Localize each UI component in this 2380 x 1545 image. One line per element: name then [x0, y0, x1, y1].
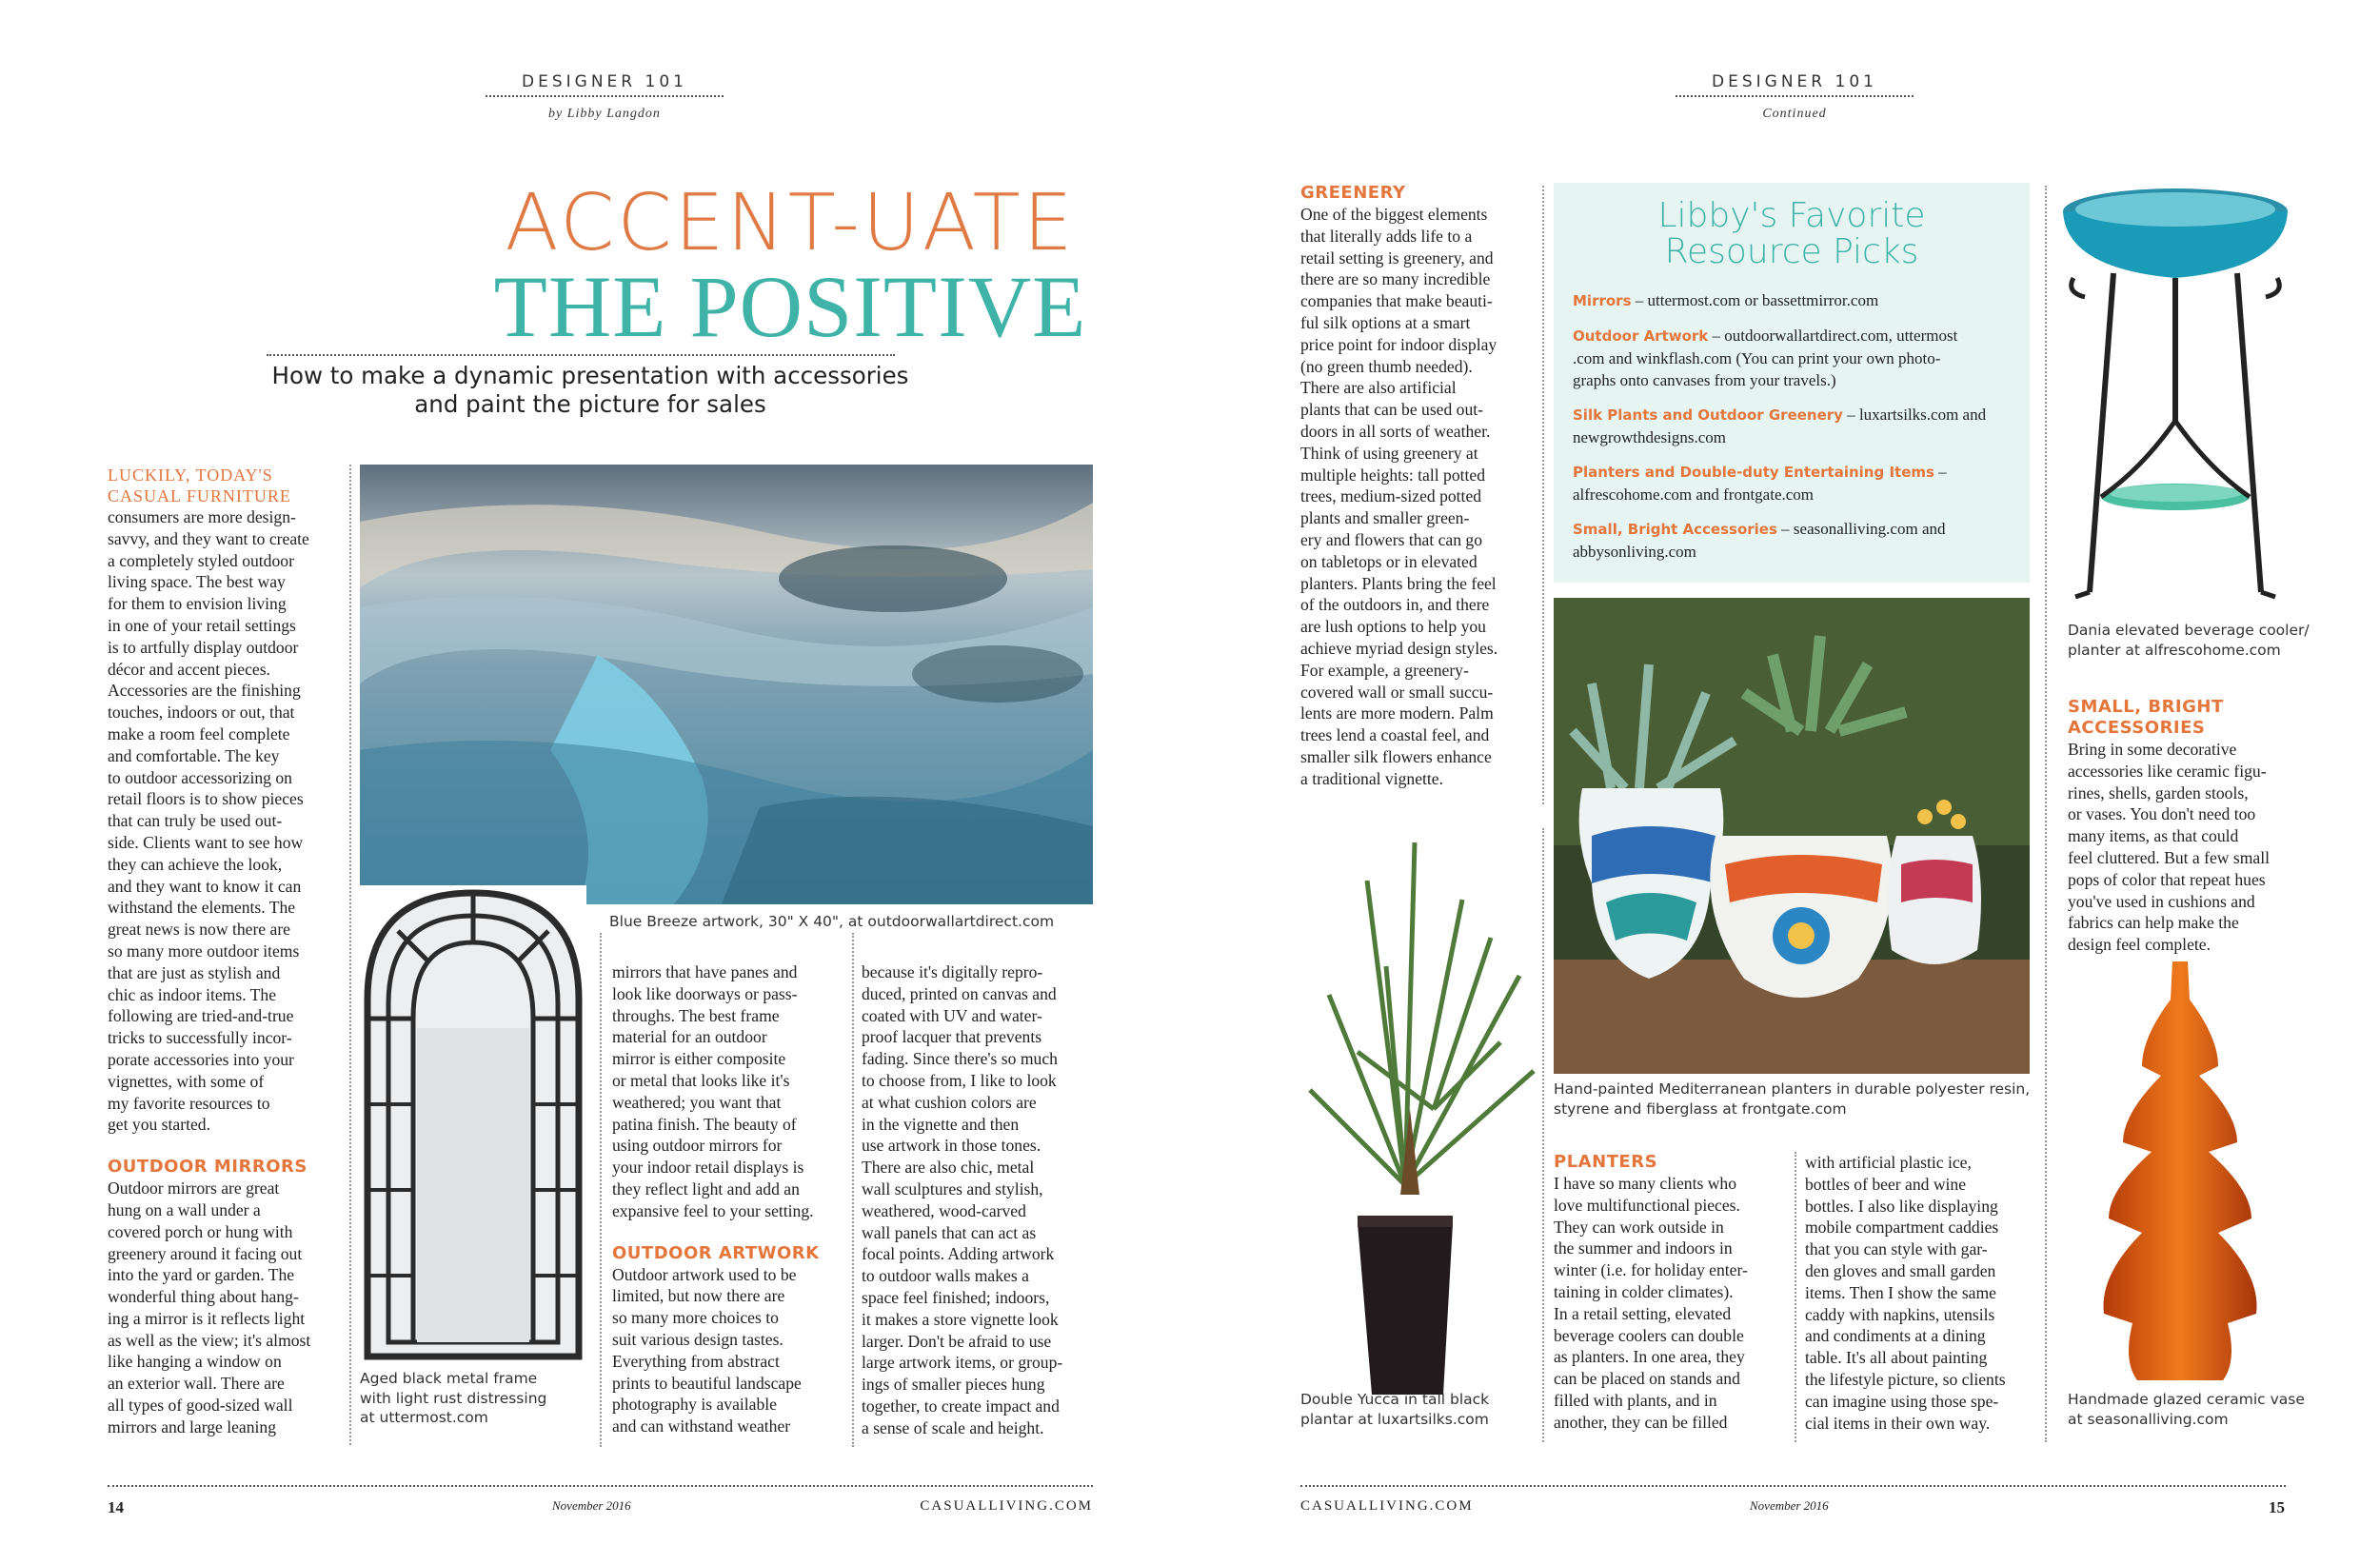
body-line: or vases. You don't need too: [2068, 804, 2256, 824]
left-folio-date: November 2016: [552, 1498, 631, 1513]
resource-pick-text: – uttermost.com or bassettmirror.com: [1631, 291, 1879, 309]
mediterranean-planters-image: [1554, 598, 2030, 1074]
body-line: as planters. In one area, they: [1554, 1347, 1745, 1367]
body-line: weathered; you want that: [612, 1092, 782, 1112]
body-line: table. It's all about painting: [1805, 1348, 1988, 1368]
planters-illustration: [1554, 598, 2030, 1074]
resource-pick-label: Outdoor Artwork: [1573, 327, 1709, 345]
double-yucca-image: [1300, 823, 1538, 1395]
body-line: the lifestyle picture, so clients: [1805, 1369, 2006, 1389]
caption-vase: [2068, 1390, 2315, 1429]
right-col2-body: [1805, 1152, 2053, 1434]
body-line: Outdoor artwork used to be: [612, 1264, 797, 1284]
body-line: great news is now there are: [108, 920, 290, 940]
ceramic-vase-image: [2094, 961, 2266, 1380]
body-line: ings of smaller pieces hung: [862, 1375, 1045, 1395]
resource-pick-label: Silk Plants and Outdoor Greenery: [1573, 406, 1843, 424]
body-line: weathered, wood-carved: [862, 1200, 1026, 1220]
body-line: lents are more modern. Palm: [1300, 703, 1494, 723]
body-line: look like doorways or pass-: [612, 983, 798, 1003]
caption-planters: [1554, 1080, 2049, 1119]
body-line: at what cushion colors are: [862, 1092, 1037, 1112]
body-line: items. Then I show the same: [1805, 1282, 1996, 1302]
body-line: chic as indoor items. The: [108, 984, 277, 1004]
body-line: filled with plants, and in: [1554, 1390, 1717, 1410]
right-column-divider-3: [1795, 1152, 1796, 1442]
body-line: coated with UV and water-: [862, 1005, 1042, 1025]
intro-column: [108, 465, 346, 1438]
arched-mirror-image: [360, 885, 586, 1361]
body-line: a traditional vignette.: [1300, 768, 1443, 788]
body-line: a completely styled outdoor: [108, 550, 294, 570]
body-line: For example, a greenery-: [1300, 660, 1469, 680]
greenery-heading: GREENERY: [1300, 183, 1406, 203]
body-line: you've used in cushions and: [2068, 891, 2255, 911]
body-line: to outdoor walls makes a: [862, 1266, 1029, 1286]
body-line: large artwork items, or group-: [862, 1353, 1063, 1373]
caption-yucca-line: Double Yucca in tall black: [1300, 1391, 1490, 1408]
body-line: they reflect light and add an: [612, 1179, 800, 1198]
blue-breeze-artwork-image: [360, 465, 1093, 904]
resource-pick-line: [1573, 404, 2011, 426]
body-line: ful silk options at a smart: [1300, 312, 1471, 332]
caption-cooler-line: Dania elevated beverage cooler/: [2068, 622, 2310, 639]
body-line: of the outdoors in, and there: [1300, 595, 1490, 615]
left-column-divider: [349, 465, 351, 1445]
right-kicker: DESIGNER 101: [1712, 72, 1877, 91]
caption-mirror-line: at uttermost.com: [360, 1409, 488, 1426]
body-line: get you started.: [108, 1115, 210, 1135]
body-line: vignettes, with some of: [108, 1071, 265, 1091]
planters-column: [1554, 1152, 1801, 1434]
body-line: focal points. Adding artwork: [862, 1244, 1055, 1264]
body-line: retail floors is to show pieces: [108, 789, 304, 809]
right-page-number: 15: [2269, 1498, 2285, 1516]
resource-pick-line: [1573, 484, 2011, 505]
body-line: space feel finished; indoors,: [862, 1287, 1050, 1307]
left-page-number: 14: [108, 1498, 124, 1516]
intro-heading-line2: CASUAL FURNITURE: [108, 486, 291, 505]
body-line: In a retail setting, elevated: [1554, 1303, 1732, 1323]
resource-pick-text: newgrowthdesigns.com: [1573, 428, 1727, 446]
resource-picks-title-line2: Resource Picks: [1664, 232, 1919, 271]
body-line: because it's digitally repro-: [862, 962, 1043, 981]
body-line: fabrics can help make the: [2068, 913, 2239, 933]
right-byline: Continued: [1762, 107, 1827, 121]
body-line: can imagine using those spe-: [1805, 1391, 1999, 1411]
body-line: so many more choices to: [612, 1308, 779, 1328]
left-column-3: [862, 961, 1100, 1439]
body-line: wall sculptures and stylish,: [862, 1179, 1043, 1198]
title-line1: ACCENT-UATE: [505, 178, 1076, 268]
body-line: duced, printed on canvas and: [862, 983, 1057, 1003]
body-line: that literally adds life to a: [1300, 226, 1473, 246]
caption-cooler-line: planter at alfrescohome.com: [2068, 641, 2281, 659]
small-accessories-heading: [2068, 697, 2315, 739]
caption-cooler: [2068, 621, 2315, 660]
body-line: I have so many clients who: [1554, 1174, 1737, 1193]
body-line: withstand the elements. The: [108, 898, 296, 918]
resource-pick-line: [1573, 325, 2011, 347]
intro-heading: [108, 465, 346, 506]
title-rule: [267, 354, 895, 356]
body-line: doors in all sorts of weather.: [1300, 421, 1491, 441]
body-line: as well as the view; it's almost: [108, 1330, 311, 1350]
left-folio-site: CASUALLIVING.COM: [920, 1498, 1093, 1514]
body-line: Everything from abstract: [612, 1351, 780, 1371]
body-line: (no green thumb needed).: [1300, 356, 1473, 376]
resource-pick-text: – luxartsilks.com and: [1842, 406, 1987, 424]
body-line: smaller silk flowers enhance: [1300, 746, 1492, 766]
resource-pick-line: [1573, 541, 2011, 563]
body-line: design feel complete.: [2068, 935, 2211, 955]
body-line: feel cluttered. But a few small: [2068, 847, 2271, 867]
body-line: ery and flowers that can go: [1300, 529, 1483, 549]
body-line: my favorite resources to: [108, 1093, 270, 1113]
body-line: They can work outside in: [1554, 1217, 1724, 1237]
body-line: Outdoor mirrors are great: [108, 1179, 280, 1198]
body-line: for them to envision living: [108, 594, 287, 614]
body-line: caddy with napkins, utensils: [1805, 1304, 1995, 1324]
body-line: that are just as stylish and: [108, 962, 281, 982]
body-line: or metal that looks like it's: [612, 1070, 790, 1090]
mirror-illustration: [360, 885, 586, 1361]
mirrors-heading: OUTDOOR MIRRORS: [108, 1157, 307, 1178]
body-line: the summer and indoors in: [1554, 1238, 1733, 1258]
body-line: there are so many incredible: [1300, 269, 1491, 289]
body-line: and can withstand weather: [612, 1416, 791, 1436]
body-line: savvy, and they want to create: [108, 528, 309, 548]
body-line: plants and smaller green-: [1300, 508, 1470, 528]
right-folio-site: CASUALLIVING.COM: [1300, 1498, 1474, 1514]
planters-body: [1554, 1173, 1801, 1434]
resource-pick-text: – outdoorwallartdirect.com, uttermost: [1708, 327, 1958, 345]
greenery-body: [1300, 204, 1548, 790]
left-col2-body: [612, 961, 850, 1222]
body-line: like hanging a window on: [108, 1352, 282, 1372]
body-line: achieve myriad design styles.: [1300, 638, 1498, 658]
resource-pick-line: [1573, 518, 2011, 541]
small-accessories-body: [2068, 739, 2315, 956]
body-line: together, to create impact and: [862, 1396, 1060, 1416]
body-line: and comfortable. The key: [108, 745, 280, 765]
body-line: all types of good-sized wall: [108, 1396, 293, 1416]
small-accessories-column: [2068, 697, 2315, 956]
body-line: retail setting is greenery, and: [1300, 248, 1494, 267]
body-line: use artwork in those tones.: [862, 1136, 1041, 1156]
right-kicker-rule: [1676, 95, 1914, 97]
body-line: mobile compartment caddies: [1805, 1218, 1999, 1238]
resource-picks-list: [1554, 270, 2030, 563]
left-kicker-rule: [486, 95, 724, 97]
body-line: accessories like ceramic figu-: [2068, 761, 2267, 781]
body-line: your indoor retail displays is: [612, 1158, 804, 1178]
title-line2: THE POSITIVE: [493, 258, 1087, 355]
left-kicker: DESIGNER 101: [522, 72, 687, 91]
resource-pick-label: Mirrors: [1573, 292, 1632, 309]
body-line: is to artfully display outdoor: [108, 637, 299, 657]
caption-mirror-line: Aged black metal frame: [360, 1370, 538, 1387]
resource-picks-title-line1: Libby's Favorite: [1657, 196, 1926, 235]
resource-pick: [1573, 289, 2011, 312]
right-column-2: [1805, 1152, 2053, 1434]
resource-pick-text: graphs onto canvases from your travels.): [1573, 371, 1836, 389]
body-line: love multifunctional pieces.: [1554, 1195, 1740, 1215]
body-line: that you can style with gar-: [1805, 1239, 1988, 1259]
vase-illustration: [2094, 961, 2266, 1380]
body-line: and they want to know it can: [108, 876, 302, 896]
body-line: covered porch or hung with: [108, 1221, 293, 1241]
body-line: mirrors that have panes and: [612, 962, 798, 981]
caption-yucca: [1300, 1390, 1538, 1429]
resource-pick-text: abbysonliving.com: [1573, 543, 1696, 561]
body-line: One of the biggest elements: [1300, 205, 1488, 224]
caption-mirror-line: with light rust distressing: [360, 1389, 547, 1407]
body-line: mirrors and large leaning: [108, 1416, 277, 1436]
body-line: There are also chic, metal: [862, 1158, 1035, 1178]
body-line: mirror is either composite: [612, 1049, 786, 1069]
body-line: it makes a store vignette look: [862, 1309, 1059, 1329]
resource-pick-label: Small, Bright Accessories: [1573, 521, 1777, 538]
left-footer-rule: [108, 1485, 1093, 1487]
cooler-illustration: [2047, 183, 2304, 602]
body-line: prints to beautiful landscape: [612, 1373, 802, 1393]
small-accessories-heading-line1: SMALL, BRIGHT: [2068, 697, 2224, 717]
left-column-2: [612, 961, 850, 1437]
body-line: hung on a wall under a: [108, 1199, 261, 1219]
right-column-divider-2: [1542, 828, 1544, 1442]
body-line: Think of using greenery at: [1300, 443, 1478, 463]
resource-pick-line: [1573, 369, 2011, 391]
body-line: material for an outdoor: [612, 1027, 767, 1047]
resource-pick-text: –: [1934, 463, 1947, 481]
caption-planters-line: styrene and fiberglass at frontgate.com: [1554, 1099, 1847, 1118]
right-folio-date: November 2016: [1750, 1498, 1829, 1513]
body-line: that can truly be used out-: [108, 811, 283, 831]
left-byline: by Libby Langdon: [548, 107, 661, 121]
right-column-divider-4: [2045, 186, 2047, 1442]
body-line: multiple heights: tall potted: [1300, 465, 1485, 485]
artwork-illustration: [360, 465, 1093, 904]
body-line: side. Clients want to see how: [108, 832, 304, 852]
greenery-column: [1300, 183, 1548, 790]
body-line: pops of color that repeat hues: [2068, 869, 2266, 889]
body-line: patina finish. The beauty of: [612, 1114, 797, 1134]
resource-pick-label: Planters and Double-duty Entertaining Items: [1573, 464, 1934, 481]
body-line: cial items in their own way.: [1805, 1413, 1991, 1433]
resource-pick: [1573, 518, 2011, 563]
resource-pick-line: [1573, 461, 2011, 484]
caption-vase-line: Handmade glazed ceramic vase: [2068, 1391, 2305, 1408]
body-line: There are also artificial: [1300, 378, 1457, 398]
caption-vase-line: at seasonalliving.com: [2068, 1410, 2229, 1428]
body-line: tricks to successfully incor-: [108, 1028, 292, 1048]
right-footer-rule: [1300, 1485, 2286, 1487]
body-line: covered wall or small succu-: [1300, 682, 1494, 702]
body-line: in one of your retail settings: [108, 615, 296, 635]
resource-pick-text: – seasonalliving.com and: [1776, 520, 1946, 538]
artwork-heading: OUTDOOR ARTWORK: [612, 1242, 820, 1263]
body-line: touches, indoors or out, that: [108, 703, 295, 723]
body-line: to outdoor accessorizing on: [108, 767, 292, 787]
subtitle-line1: How to make a dynamic presentation with accessories: [271, 362, 909, 389]
body-line: using outdoor mirrors for: [612, 1136, 783, 1156]
body-line: winter (i.e. for holiday enter-: [1554, 1260, 1748, 1280]
body-line: taining in colder climates).: [1554, 1281, 1734, 1301]
body-line: fading. Since there's so much: [862, 1049, 1058, 1069]
body-line: proof lacquer that prevents: [862, 1027, 1042, 1047]
body-line: price point for indoor display: [1300, 334, 1497, 354]
resource-pick-text: alfrescohome.com and frontgate.com: [1573, 485, 1815, 504]
left-col3-body: [862, 961, 1100, 1439]
body-line: beverage coolers can double: [1554, 1325, 1744, 1345]
left-column-divider-2: [600, 933, 602, 1447]
body-line: companies that make beauti-: [1300, 291, 1493, 311]
body-line: can be placed on stands and: [1554, 1369, 1740, 1389]
resource-pick-text: .com and winkflash.com (You can print your own photo-: [1573, 349, 1941, 367]
body-line: with artificial plastic ice,: [1805, 1153, 1972, 1172]
body-line: bottles of beer and wine: [1805, 1174, 1967, 1194]
right-column-divider: [1542, 186, 1544, 804]
caption-mirror: [360, 1369, 598, 1428]
body-line: another, they can be filled: [1554, 1412, 1728, 1432]
intro-heading-line1: LUCKILY, TODAY'S: [108, 465, 273, 485]
body-line: planters. Plants bring the feel: [1300, 573, 1497, 593]
resource-picks-title: [1554, 198, 2030, 270]
resource-pick: [1573, 404, 2011, 448]
body-line: rines, shells, garden stools,: [2068, 782, 2249, 802]
resource-pick-line: [1573, 347, 2011, 369]
subtitle: [190, 362, 990, 419]
body-line: Accessories are the finishing: [108, 681, 301, 701]
body-line: trees lend a coastal feel, and: [1300, 725, 1490, 745]
resource-pick: [1573, 461, 2011, 505]
body-line: plants that can be used out-: [1300, 400, 1484, 420]
body-line: consumers are more design-: [108, 507, 296, 526]
body-line: to choose from, I like to look: [862, 1070, 1057, 1090]
artwork-body: [612, 1264, 850, 1437]
body-line: throughs. The best frame: [612, 1005, 780, 1025]
body-line: décor and accent pieces.: [108, 659, 270, 679]
intro-body: [108, 506, 346, 1136]
body-line: expansive feel to your setting.: [612, 1200, 814, 1220]
body-line: trees, medium-sized potted: [1300, 486, 1482, 506]
left-column-divider-3: [852, 933, 854, 1447]
body-line: porate accessories into your: [108, 1049, 294, 1069]
caption-yucca-line: plantar at luxartsilks.com: [1300, 1410, 1489, 1428]
body-line: make a room feel complete: [108, 723, 290, 743]
body-line: wonderful thing about hang-: [108, 1287, 299, 1307]
resource-pick: [1573, 325, 2011, 391]
body-line: on tabletops or in elevated: [1300, 551, 1478, 571]
body-line: larger. Don't be afraid to use: [862, 1331, 1052, 1351]
body-line: are lush options to help you: [1300, 617, 1486, 637]
body-line: bottles. I also like displaying: [1805, 1196, 1998, 1216]
subtitle-line2: and paint the picture for sales: [414, 390, 766, 418]
body-line: a sense of scale and height.: [862, 1417, 1044, 1437]
yucca-illustration: [1300, 823, 1538, 1395]
body-line: and condiments at a dining: [1805, 1326, 1986, 1346]
body-line: living space. The best way: [108, 572, 286, 592]
resource-pick-line: [1573, 426, 2011, 448]
body-line: many items, as that could: [2068, 826, 2239, 846]
resource-pick-line: [1573, 289, 2011, 312]
body-line: photography is available: [612, 1395, 777, 1415]
body-line: into the yard or garden. The: [108, 1265, 295, 1285]
caption-artwork: Blue Breeze artwork, 30" X 40", at outdoorwallartdirect.com: [609, 913, 1055, 930]
body-line: so many more outdoor items: [108, 941, 300, 961]
small-accessories-heading-line2: ACCESSORIES: [2068, 718, 2206, 738]
body-line: suit various design tastes.: [612, 1329, 783, 1349]
body-line: in the vignette and then: [862, 1114, 1020, 1134]
mirrors-body: [108, 1178, 346, 1438]
body-line: limited, but now there are: [612, 1286, 785, 1306]
caption-planters-line: Hand-painted Mediterranean planters in durable polyester resin,: [1554, 1080, 2031, 1098]
body-line: ing a mirror is it reflects light: [108, 1308, 306, 1328]
resource-picks-box: [1554, 183, 2030, 583]
body-line: wall panels that can act as: [862, 1222, 1037, 1242]
body-line: an exterior wall. There are: [108, 1374, 285, 1394]
body-line: greenery around it facing out: [108, 1243, 303, 1263]
planters-heading: PLANTERS: [1554, 1152, 1658, 1172]
body-line: they can achieve the look,: [108, 854, 283, 874]
body-line: Bring in some decorative: [2068, 740, 2237, 759]
body-line: den gloves and small garden: [1805, 1260, 1996, 1280]
beverage-cooler-image: [2047, 183, 2304, 602]
body-line: following are tried-and-true: [108, 1006, 294, 1026]
